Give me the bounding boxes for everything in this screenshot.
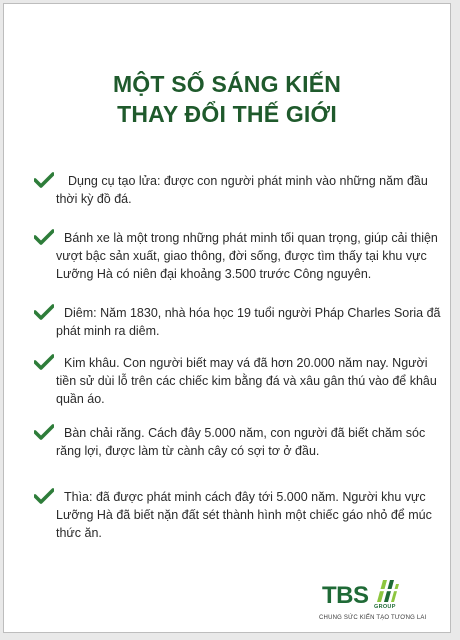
- logo-tagline: CHUNG SỨC KIẾN TẠO TƯƠNG LAI: [319, 615, 427, 621]
- checkmark-icon: [34, 424, 54, 440]
- logo-name: TBS: [322, 582, 369, 609]
- item-text: Diêm: Năm 1830, nhà hóa học 19 tuổi người Pháp Charles Soria đã phát minh ra diêm.: [56, 306, 441, 338]
- checkmark-icon: [34, 354, 54, 370]
- title-line-1: MỘT SỐ SÁNG KIẾN: [112, 71, 342, 97]
- checkmark-icon: [34, 488, 54, 504]
- item-text: Bánh xe là một trong những phát minh tối quan trọng, giúp cải thiện vượt bậc sản xuất, giao thông, đời sống, được tìm thấy tại khu vực Lưỡng Hà có niên đại khoảng 3.500 trước Công nguyên.: [56, 231, 438, 281]
- item-text: Kim khâu. Con người biết may vá đã hơn 20.000 năm nay. Người tiền sử dùi lỗ trên các chiếc kim bằng đá và xâu gân thú vào để khâu quần áo.: [56, 356, 437, 406]
- logo-group-label: GROUP: [374, 604, 396, 610]
- checkmark-icon: [34, 172, 54, 188]
- title-line-2: THAY ĐỔI THẾ GIỚI: [117, 101, 337, 127]
- document-page: [3, 3, 451, 633]
- checkmark-icon: [34, 229, 54, 245]
- item-text: Thìa: đã được phát minh cách đây tới 5.000 năm. Người khu vực Lưỡng Hà đã biết nặn đất sét thành hình một chiếc gáo nhỏ để múc thức ăn.: [56, 490, 432, 540]
- item-text: Bàn chải răng. Cách đây 5.000 năm, con người đã biết chăm sóc răng lợi, được làm từ cành cây có sợi tơ ở đầu.: [56, 426, 426, 458]
- checkmark-icon: [34, 304, 54, 320]
- item-text: Dụng cụ tạo lửa: được con người phát minh vào những năm đầu thời kỳ đồ đá.: [56, 174, 428, 206]
- company-logo: [319, 574, 442, 624]
